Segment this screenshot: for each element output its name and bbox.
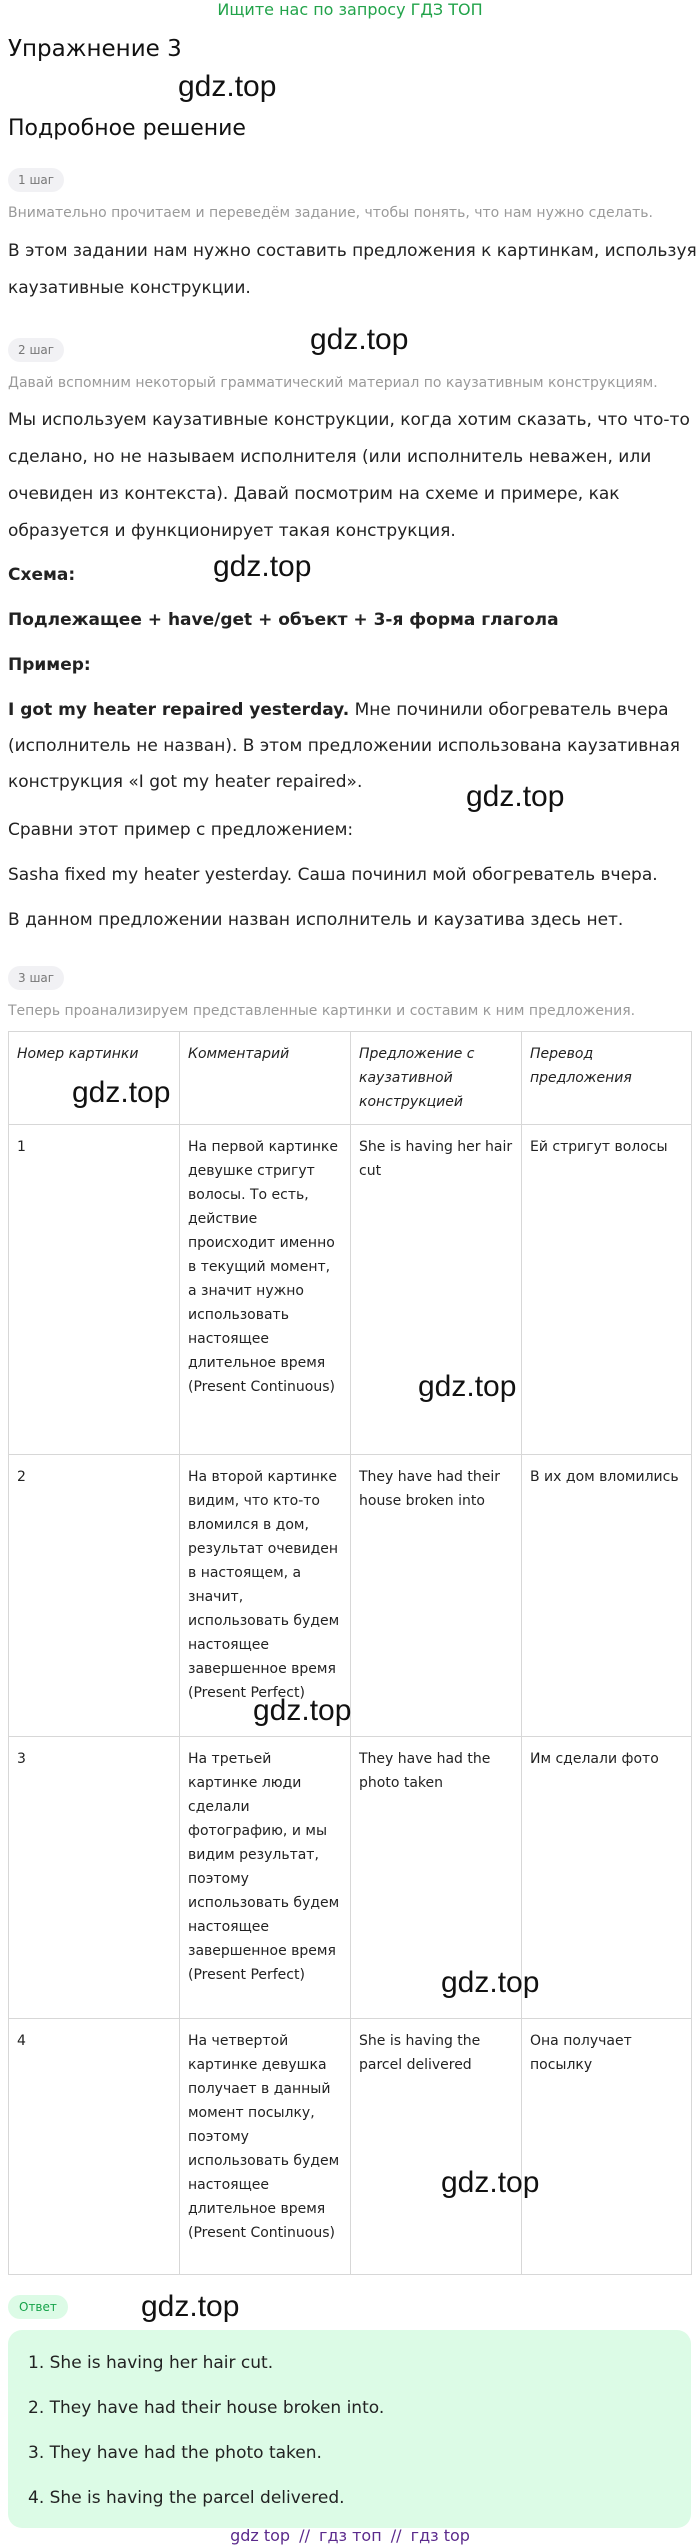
table-cell: В их дом вломились [522,1455,692,1737]
footer-link[interactable]: gdz top [230,2526,291,2545]
table-header: Номер картинки [9,1032,180,1125]
table-cell: Ей стригут волосы [522,1125,692,1455]
table-cell: На третьей картинке люди сделали фотографию, и мы видим результат, поэтому использовать будем настоящее завершенное время (Present Perfect) [180,1737,351,2019]
top-banner[interactable]: Ищите нас по запросу ГДЗ ТОП [217,0,483,19]
watermark: gdz.top [441,2166,540,2199]
watermark: gdz.top [441,1966,540,1999]
table-cell: На первой картинке девушке стригут волосы. То есть, действие происходит именно в текущий момент, а значит нужно использовать настоящее длительное время (Present Continuous) [180,1125,351,1455]
step-1-badge: 1 шаг [8,168,64,192]
table-header: Предложение с каузативной конструкцией [351,1032,522,1125]
table-cell: They have had their house broken into [351,1455,522,1737]
table-cell: She is having the parcel delivered [351,2019,522,2275]
table-cell: Она получает посылку [522,2019,692,2275]
table-cell: She is having her hair cut [351,1125,522,1455]
footer-link[interactable]: гдз топ [319,2526,382,2545]
footer-separator: // [299,2526,310,2545]
watermark: gdz.top [213,550,312,583]
compare-sentence: Sasha fixed my heater yesterday. Саша починил мой обогреватель вчера. [8,865,658,885]
example-explanation: Мне починили обогреватель вчера (исполнитель не назван). В этом предложении использована каузативная конструкция «I got my heater repaired». [8,700,681,792]
step-2-badge: 2 шаг [8,338,64,362]
answer-line: 2. They have had their house broken into. [28,2398,385,2418]
step-2-hint: Давай вспомним некоторый грамматический материал по каузативным конструкциям. [8,375,658,391]
compare-text: Сравни этот пример с предложением: [8,820,354,840]
conclusion-text: В данном предложении назван исполнитель и каузатива здесь нет. [8,910,624,930]
watermark: gdz.top [141,2290,240,2323]
table-cell: 2 [9,1455,180,1737]
table-header: Комментарий [180,1032,351,1125]
watermark: gdz.top [72,1076,171,1109]
footer-link[interactable]: гдз top [410,2526,470,2545]
table-cell: 4 [9,2019,180,2275]
table-cell: На второй картинке видим, что кто-то вломился в дом, результат очевиден в настоящем, а значит, использовать будем настоящее завершенное время (Present Perfect) [180,1455,351,1737]
step-1-text: В этом задании нам нужно составить предложения к картинкам, используя каузативные конструкции. [8,241,697,298]
footer-links [0,2526,700,2545]
watermark: gdz.top [253,1694,352,1727]
example-english: I got my heater repaired yesterday. [8,700,350,720]
watermark: gdz.top [466,780,565,813]
answer-badge: Ответ [8,2295,68,2319]
table-header: Перевод предложения [522,1032,692,1125]
table-row [9,1125,692,1455]
step-2-intro: Мы используем каузативные конструкции, когда хотим сказать, что что-то сделано, но не называем исполнителя (или исполнитель неважен, или очевиден из контекста). Давай посмотрим на схеме и примере, как образуется и функционирует такая конструкция. [8,410,690,541]
answer-line: 1. She is having her hair cut. [28,2353,274,2373]
table-cell: Им сделали фото [522,1737,692,2019]
table-cell: 1 [9,1125,180,1455]
section-title: Подробное решение [8,116,246,141]
step-3-hint: Теперь проанализируем представленные картинки и составим к ним предложения. [8,1003,636,1019]
table-cell: They have had the photo taken [351,1737,522,2019]
table-cell: На четвертой картинке девушка получает в данный момент посылку, поэтому использовать будем настоящее длительное время (Present Continuous) [180,2019,351,2275]
answer-line: 3. They have had the photo taken. [28,2443,322,2463]
example-text [8,692,698,800]
answer-box [8,2330,691,2528]
table-row [9,1737,692,2019]
watermark: gdz.top [178,70,277,103]
table-cell: 3 [9,1737,180,2019]
page-title: Упражнение 3 [8,36,182,62]
scheme-label: Схема: [8,565,76,585]
example-label: Пример: [8,655,91,675]
scheme-formula: Подлежащее + have/get + объект + 3-я форма глагола [8,610,559,630]
analysis-table [8,1031,692,2275]
table-row [9,2019,692,2275]
answer-line: 4. She is having the parcel delivered. [28,2488,345,2508]
step-3-badge: 3 шаг [8,966,64,990]
footer-separator: // [390,2526,402,2545]
step-1-hint: Внимательно прочитаем и переведём задание, чтобы понять, что нам нужно сделать. [8,205,654,221]
watermark: gdz.top [418,1370,517,1403]
watermark: gdz.top [310,323,409,356]
